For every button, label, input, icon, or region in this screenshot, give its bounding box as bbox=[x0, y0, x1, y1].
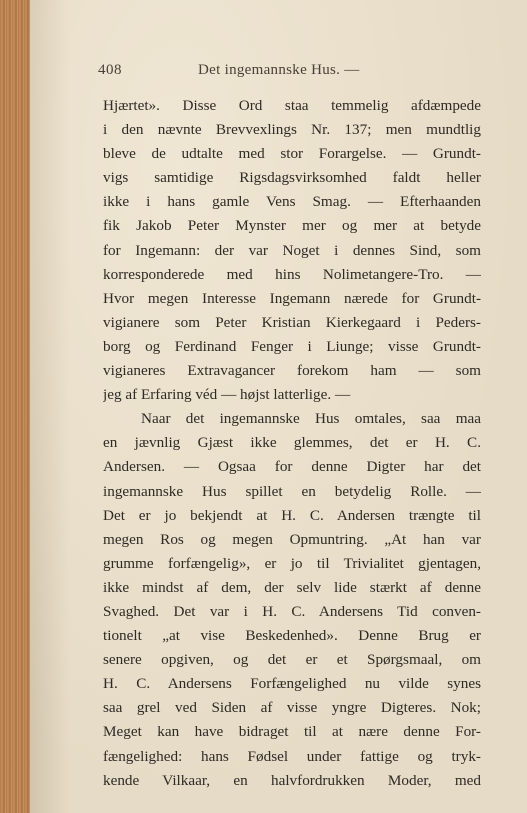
text-line: Det er jo bekjendt at H. C. Andersen trængte til bbox=[103, 506, 481, 524]
text-line: Meget kan have bidraget til at nære denne For- bbox=[103, 723, 481, 741]
text-line: kende Vilkaar, en halvfordrukken Moder, med bbox=[103, 771, 481, 789]
page-number: 408 bbox=[98, 62, 122, 78]
text-line: megen Ros og megen Opmuntring. „At han var bbox=[103, 530, 481, 548]
book-page-edge bbox=[0, 0, 30, 813]
text-line: H. C. Andersens Forfængelighed nu vilde synes bbox=[103, 675, 481, 693]
text-line: Hjærtet». Disse Ord staa temmelig afdæmpede bbox=[103, 97, 481, 114]
text-line: tionelt „at vise Beskedenhed». Denne Brug er bbox=[103, 627, 481, 645]
text-line: saa grel ved Siden af visse yngre Digteres. Nok; bbox=[103, 699, 481, 717]
text-line: i den nævnte Brevvexlings Nr. 137; men mundtlig bbox=[103, 121, 481, 139]
text-line: borg og Ferdinand Fenger i Liunge; visse Grundt- bbox=[103, 337, 481, 355]
text-line: jeg af Erfaring véd — højst latterlige. — bbox=[103, 386, 351, 404]
text-line: grumme forfængelig», er jo til Trivialitet gjentagen, bbox=[103, 554, 481, 572]
text-line: ikke mindst af dem, der selv lide stærkt af denne bbox=[103, 578, 481, 596]
text-line: vigianeres Extravagancer forekom ham — som bbox=[103, 362, 481, 380]
text-line: bleve de udtalte med stor Forargelse. — Grundt- bbox=[103, 145, 481, 163]
running-head: Det ingemannske Hus. — bbox=[198, 62, 360, 78]
text-line: for Ingemann: der var Noget i dennes Sind, som bbox=[103, 241, 481, 259]
text-line: Hvor megen Interesse Ingemann nærede for Grundt- bbox=[103, 289, 481, 307]
text-line: korresponderede med hins Nolimetangere-Tro. — bbox=[103, 265, 481, 283]
text-line: Svaghed. Det var i H. C. Andersens Tid conven- bbox=[103, 602, 481, 620]
text-line: vigs samtidige Rigsdagsvirksomhed faldt heller bbox=[103, 169, 481, 187]
text-line: fik Jakob Peter Mynster mer og mer at betyde bbox=[103, 217, 481, 235]
text-line: Naar det ingemannske Hus omtales, saa maa bbox=[141, 410, 481, 428]
text-line: en jævnlig Gjæst ikke glemmes, det er H. C. bbox=[103, 434, 481, 452]
text-line: senere opgiven, og det er et Spørgsmaal, om bbox=[103, 651, 481, 669]
body-text bbox=[103, 94, 481, 793]
text-line: ikke i hans gamle Vens Smag. — Efterhaanden bbox=[103, 193, 481, 211]
text-line: Andersen. — Ogsaa for denne Digter har det bbox=[103, 458, 481, 476]
page-header bbox=[98, 62, 478, 86]
text-line: vigianere som Peter Kristian Kierkegaard i Peders- bbox=[103, 313, 481, 331]
text-line: fængelighed: hans Fødsel under fattige og tryk- bbox=[103, 747, 481, 765]
text-line: ingemannske Hus spillet en betydelig Rolle. — bbox=[103, 482, 481, 500]
